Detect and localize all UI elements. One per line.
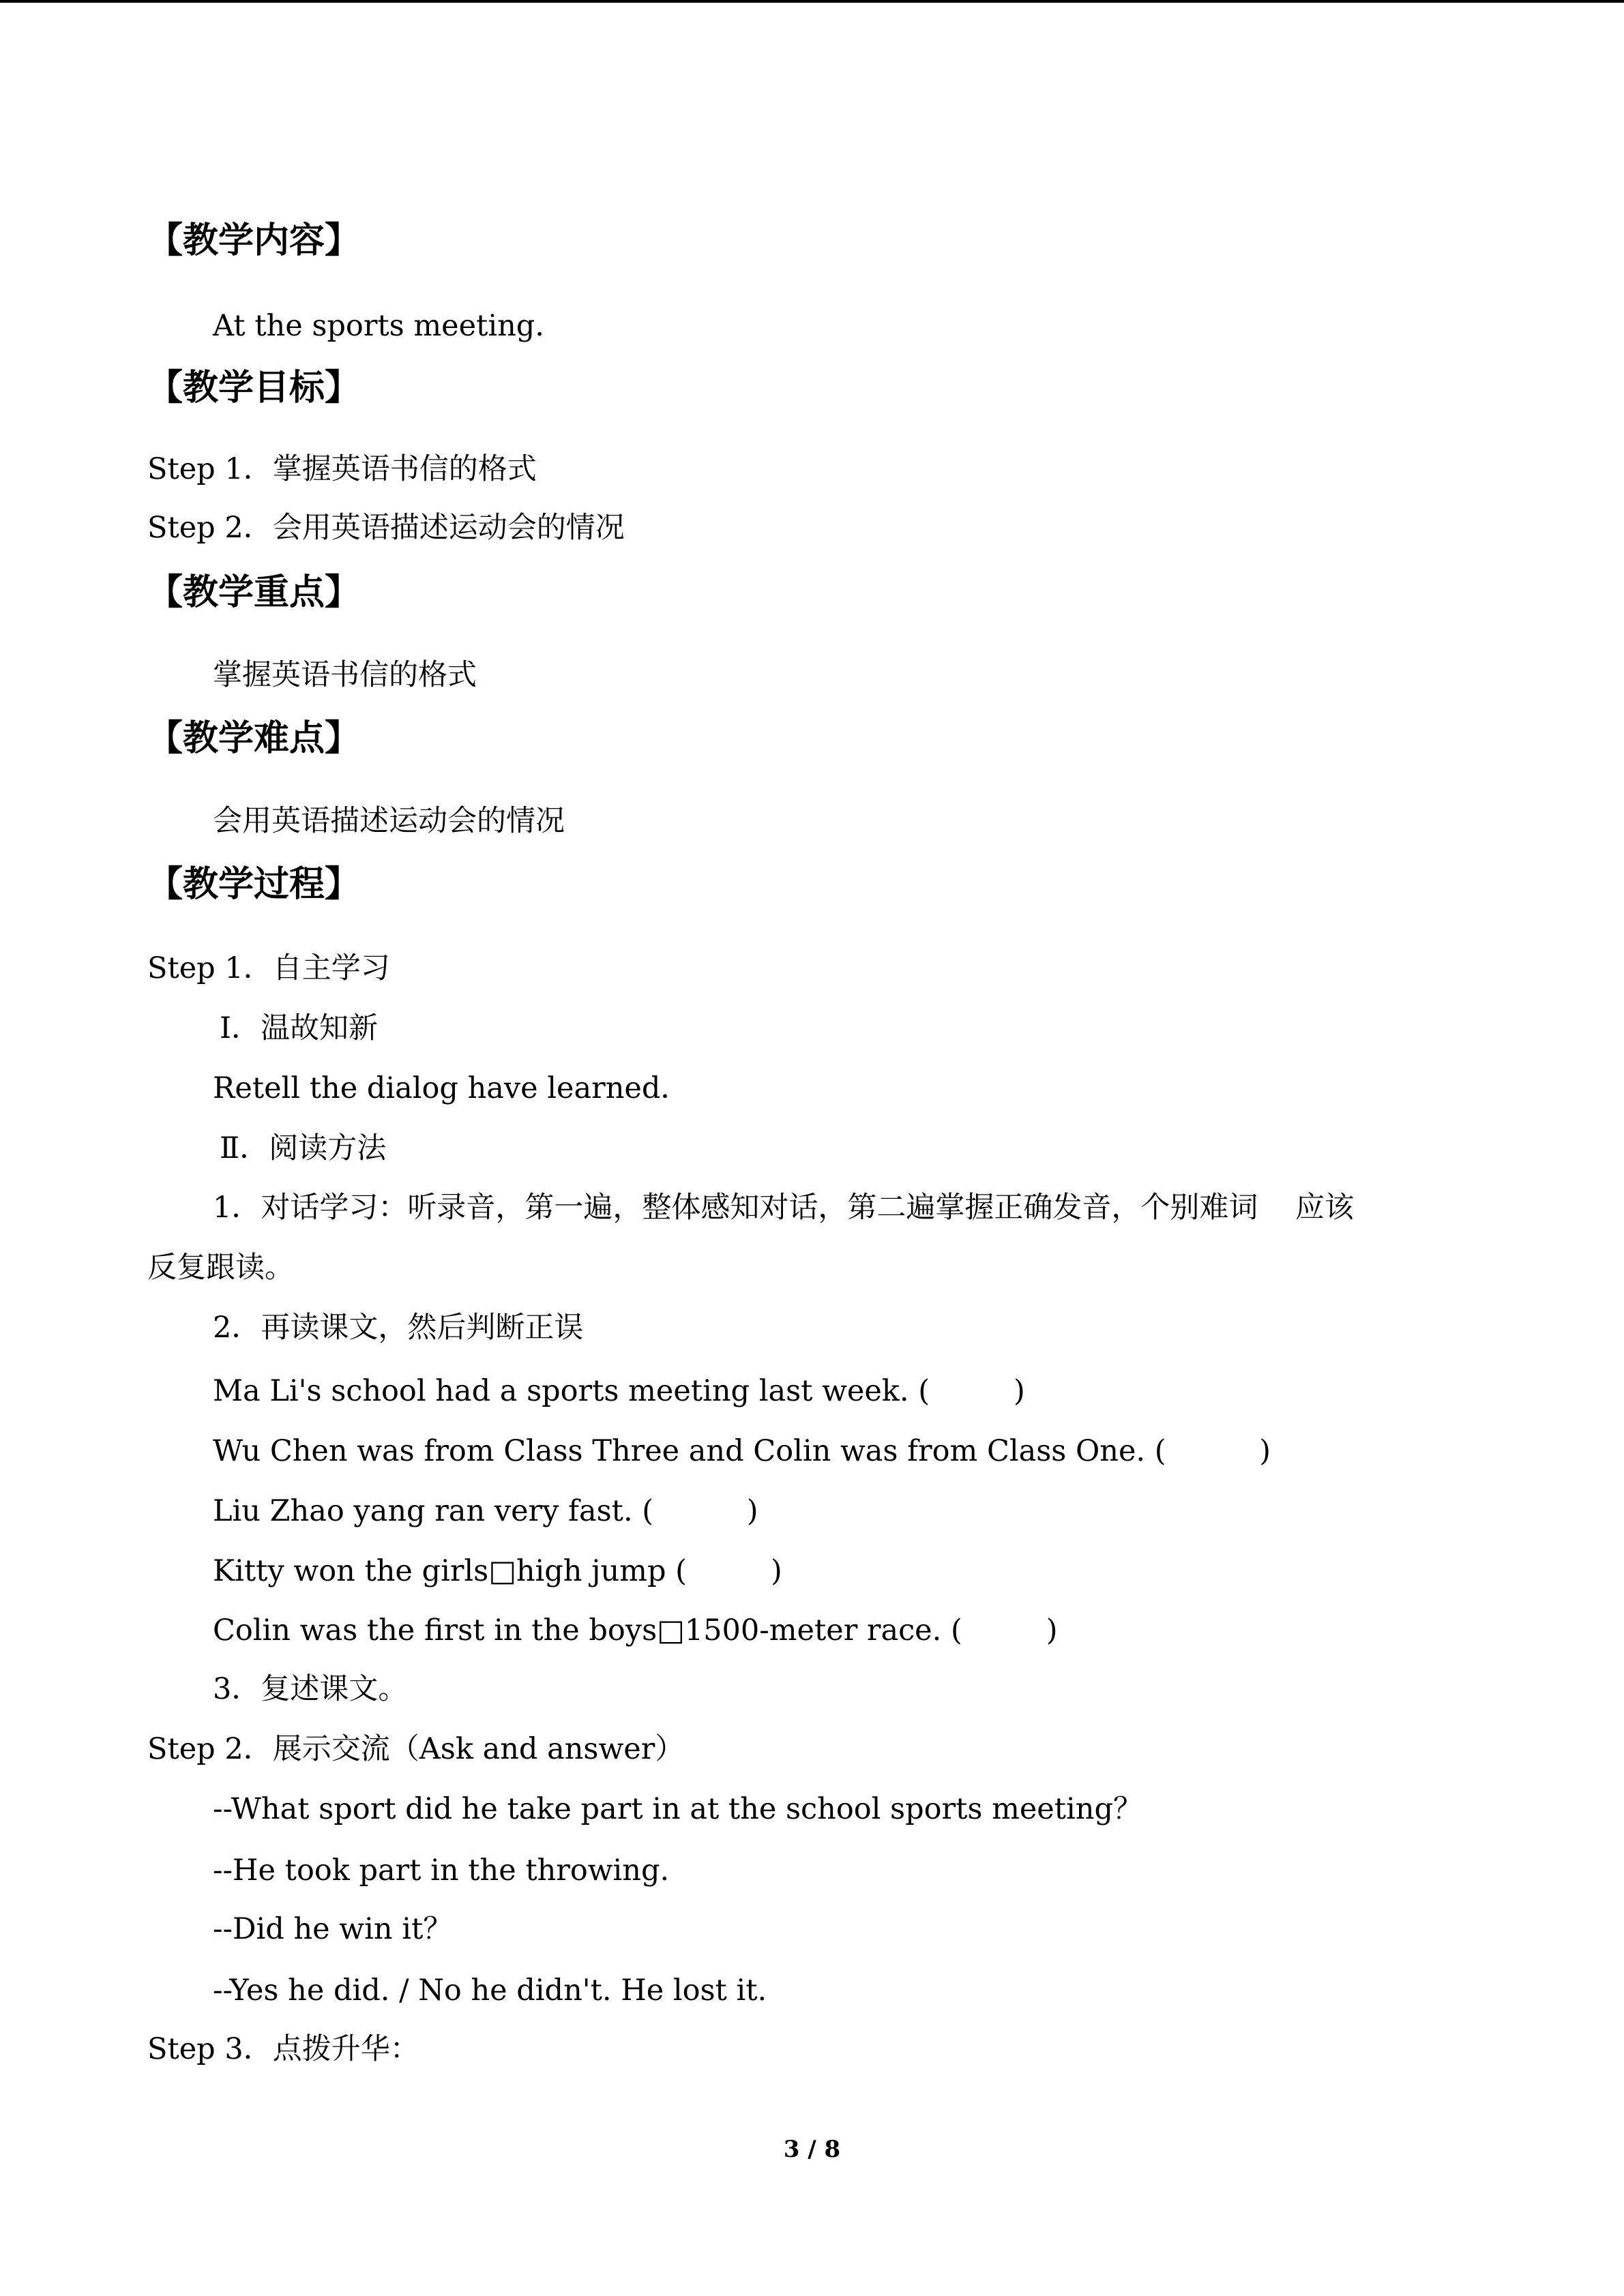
content-text: At the sports meeting. xyxy=(213,309,544,343)
process-step1: Step 1．自主学习 xyxy=(147,951,390,985)
page-number: 3 / 8 xyxy=(783,2136,841,2163)
keypoint-text: 掌握英语书信的格式 xyxy=(213,658,477,692)
process-sub2: Ⅱ．阅读方法 xyxy=(220,1131,387,1165)
content-heading: 【教学内容】 xyxy=(147,220,361,261)
process-item2: 2．再读课文，然后判断正误 xyxy=(213,1311,584,1345)
dialog-line: --He took part in the throwing. xyxy=(213,1853,670,1888)
objective-item: Step 2．会用英语描述运动会的情况 xyxy=(147,511,625,545)
objective-item: Step 1．掌握英语书信的格式 xyxy=(147,452,537,486)
process-sub1: Ⅰ．温故知新 xyxy=(220,1011,378,1045)
judgement-item: Wu Chen was from Class Three and Colin was from Class One. ( ) xyxy=(213,1434,1271,1468)
objectives-heading: 【教学目标】 xyxy=(147,368,361,408)
process-item1-line2: 反复跟读。 xyxy=(147,1251,294,1285)
judgement-item: Ma Li's school had a sports meeting last week. ( ) xyxy=(213,1374,1025,1408)
difficulty-heading: 【教学难点】 xyxy=(147,718,361,759)
dialog-line: --What sport did he take part in at the school sports meeting？ xyxy=(213,1792,1143,1826)
difficulty-text: 会用英语描述运动会的情况 xyxy=(213,804,565,838)
judgement-item: Kitty won the girls□high jump ( ) xyxy=(213,1554,782,1588)
process-step3: Step 3．点拨升华： xyxy=(147,2032,419,2066)
dialog-line: --Did he win it？ xyxy=(213,1912,453,1946)
judgement-item: Liu Zhao yang ran very fast. ( ) xyxy=(213,1494,758,1528)
process-step2: Step 2．展示交流（Ask and answer） xyxy=(147,1732,685,1766)
process-retell: Retell the dialog have learned． xyxy=(213,1071,690,1105)
process-item1-line1: 1．对话学习：听录音，第一遍，整体感知对话，第二遍掌握正确发音，个别难词 应该 xyxy=(213,1191,1355,1225)
dialog-line: --Yes he did. / No he didn't. He lost it. xyxy=(213,1973,767,2008)
keypoint-heading: 【教学重点】 xyxy=(147,572,361,613)
process-heading: 【教学过程】 xyxy=(147,864,361,905)
process-item3: 3．复述课文。 xyxy=(213,1672,408,1706)
judgement-item: Colin was the first in the boys□1500-meter race. ( ) xyxy=(213,1613,1058,1648)
